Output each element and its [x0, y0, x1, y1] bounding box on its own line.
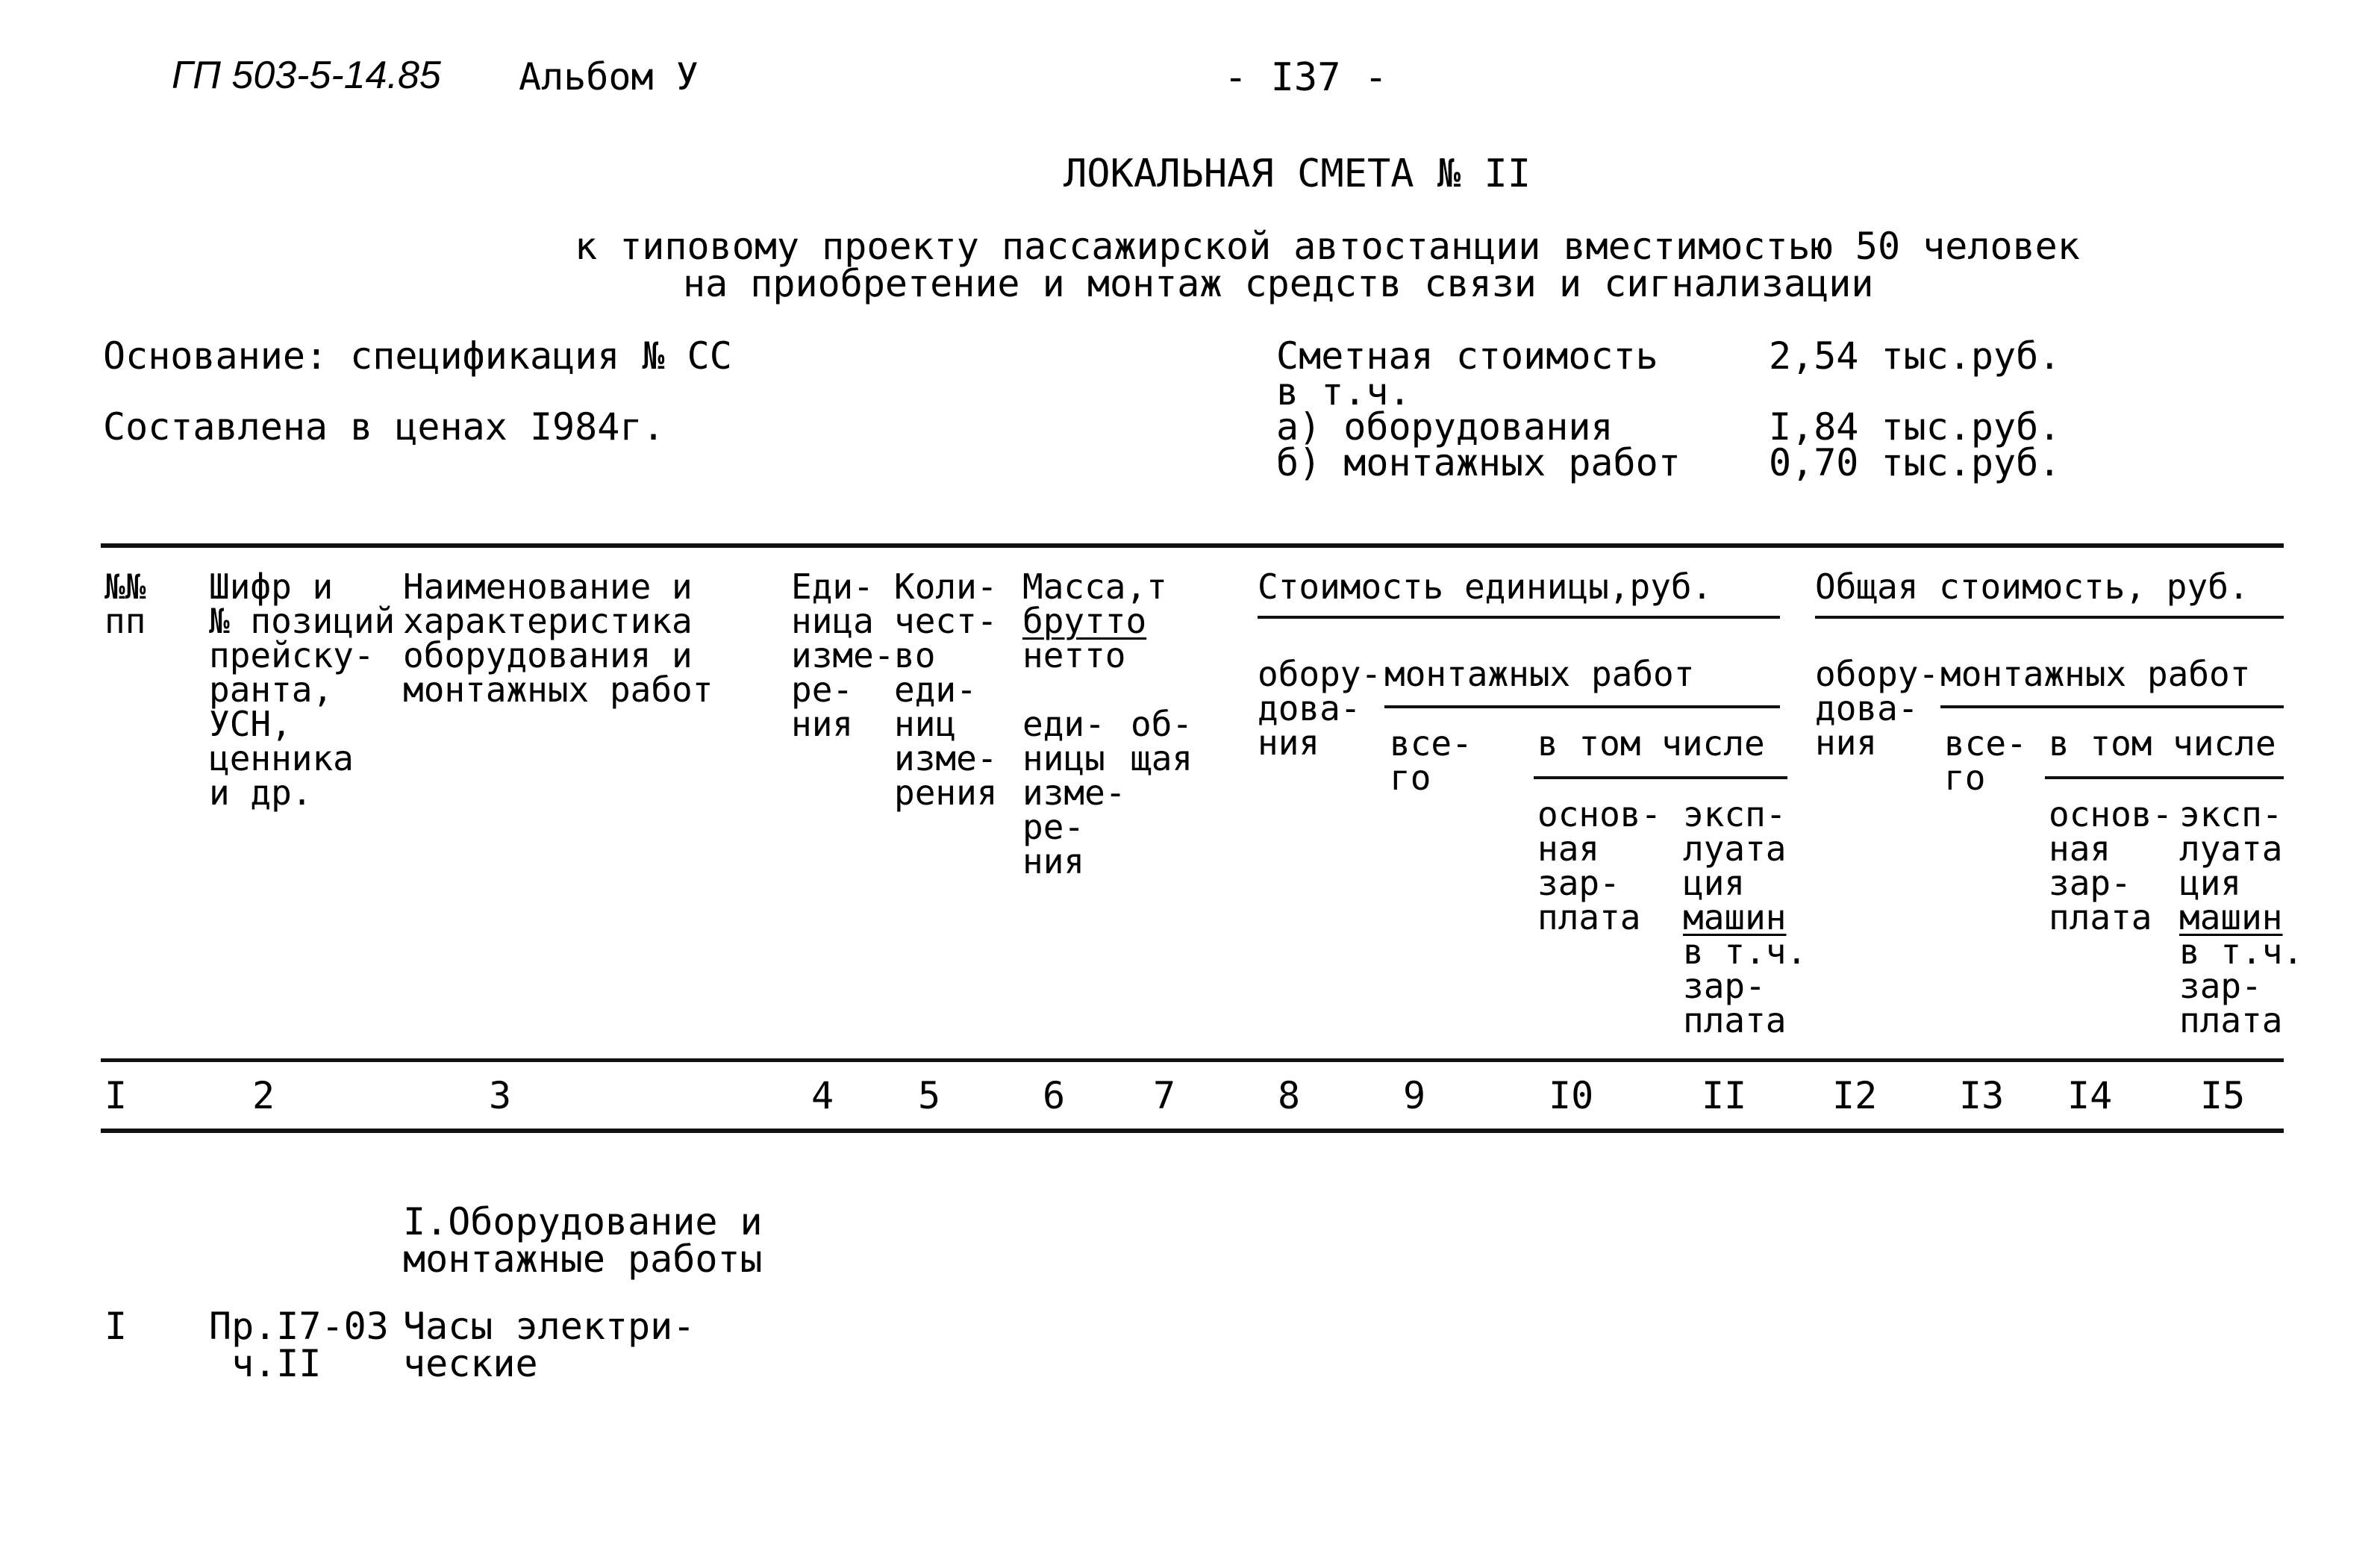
header-brutto: брутто	[1022, 601, 1147, 641]
basis-text: Основание: спецификация № СС	[103, 334, 732, 378]
header-total-install-total: все- го	[1944, 723, 2027, 798]
column-number-13: I3	[1959, 1074, 2005, 1117]
header-unit-base-wage: основ- ная зар- плата	[1537, 794, 1662, 937]
header-total-install: монтажных работ	[1940, 654, 2251, 694]
page-number: - I37 -	[1224, 55, 1388, 100]
header-unit-machines-wage: в т.ч. зар- плата	[1683, 931, 1808, 1040]
cost-label: Сметная стоимость	[1276, 334, 1658, 378]
unit-incl-rule	[1534, 776, 1787, 779]
section-title: I.Оборудование и монтажные работы	[403, 1200, 763, 1281]
header-unit-cost: Стоимость единицы,руб.	[1258, 566, 1713, 607]
header-netto: нетто	[1022, 635, 1126, 675]
row-1-code: Пр.I7-03 ч.II	[209, 1305, 389, 1385]
table-header-bottom-rule	[101, 1058, 2284, 1062]
header-name: Наименование и характеристика оборудования и монтажных работ	[403, 566, 713, 710]
unit-cost-group-rule	[1258, 616, 1780, 619]
table-top-rule	[101, 543, 2284, 548]
prices-text: Составлена в ценах I984г.	[103, 405, 665, 449]
header-unit-install: монтажных работ	[1384, 654, 1695, 694]
header-unit-equipment: обору- дова- ния	[1258, 654, 1382, 763]
header-unit: Еди- ница изме- ре- ния	[791, 566, 895, 744]
cost-value: 2,54 тыс.руб.	[1769, 334, 2061, 378]
unit-install-rule	[1384, 705, 1780, 708]
header-unit-incl: в том числе	[1537, 723, 1765, 764]
document-title: ЛОКАЛЬНАЯ СМЕТА № II	[1063, 152, 1531, 196]
header-total-equipment: обору- дова- ния	[1815, 654, 1940, 763]
album-label: Альбом У	[519, 55, 699, 99]
column-number-12: I2	[1832, 1074, 1878, 1117]
column-number-3: 3	[489, 1074, 512, 1117]
header-total-cost: Общая стоимость, руб.	[1815, 566, 2249, 607]
column-number-7: 7	[1153, 1074, 1176, 1117]
column-number-6: 6	[1043, 1074, 1066, 1117]
column-number-10: I0	[1549, 1074, 1594, 1117]
header-unit-machines-u: машин	[1683, 897, 1787, 937]
header-mass-per-unit: еди- ницы изме- ре- ния	[1022, 704, 1126, 881]
column-number-9: 9	[1403, 1074, 1426, 1117]
column-number-14: I4	[2067, 1074, 2113, 1117]
installation-label: б) монтажных работ	[1276, 441, 1681, 484]
header-quantity: Коли- чест- во еди- ниц изме- рения	[894, 566, 998, 813]
column-number-5: 5	[918, 1074, 941, 1117]
header-mass: Масса,т	[1022, 566, 1167, 607]
column-number-11: II	[1702, 1074, 1747, 1117]
column-number-1: I	[104, 1074, 128, 1117]
header-unit-install-total: все- го	[1390, 723, 1472, 798]
incl-label: в т.ч.	[1276, 370, 1411, 413]
header-total-machines-u: машин	[2179, 897, 2283, 937]
subtitle-line-2: на приобретение и монтаж средств связи и сигнализации	[683, 262, 1874, 305]
subtitle-line-1: к типовому проекту пассажирской автостанции вместимостью 50 человек	[575, 225, 2080, 268]
column-number-2: 2	[252, 1074, 275, 1117]
header-mass-total: об- щая	[1131, 704, 1193, 778]
column-numbers-bottom-rule	[101, 1129, 2284, 1133]
header-total-machines-wage: в т.ч. зар- плата	[2179, 931, 2304, 1040]
header-total-incl: в том числе	[2049, 723, 2276, 764]
header-total-machines: эксп- луата ция	[2179, 794, 2283, 903]
equipment-label: а) оборудования	[1276, 405, 1614, 449]
equipment-value: I,84 тыс.руб.	[1769, 405, 2061, 449]
column-number-4: 4	[811, 1074, 834, 1117]
doc-code: ГП 503-5-14.85	[172, 54, 441, 97]
installation-value: 0,70 тыс.руб.	[1769, 441, 2061, 484]
header-row-number: №№ пп	[104, 566, 146, 641]
header-code: Шифр и № позиций прейску- ранта, УСН, ценника и др.	[209, 566, 396, 813]
column-number-8: 8	[1278, 1074, 1301, 1117]
header-unit-machines: эксп- луата ция	[1683, 794, 1787, 903]
header-total-base-wage: основ- ная зар- плата	[2049, 794, 2173, 937]
column-number-15: I5	[2200, 1074, 2246, 1117]
row-1-number: I	[104, 1305, 128, 1348]
row-1-name: Часы электри- ческие	[403, 1305, 696, 1385]
total-install-rule	[1940, 705, 2284, 708]
total-cost-group-rule	[1815, 616, 2284, 619]
total-incl-rule	[2045, 776, 2284, 779]
